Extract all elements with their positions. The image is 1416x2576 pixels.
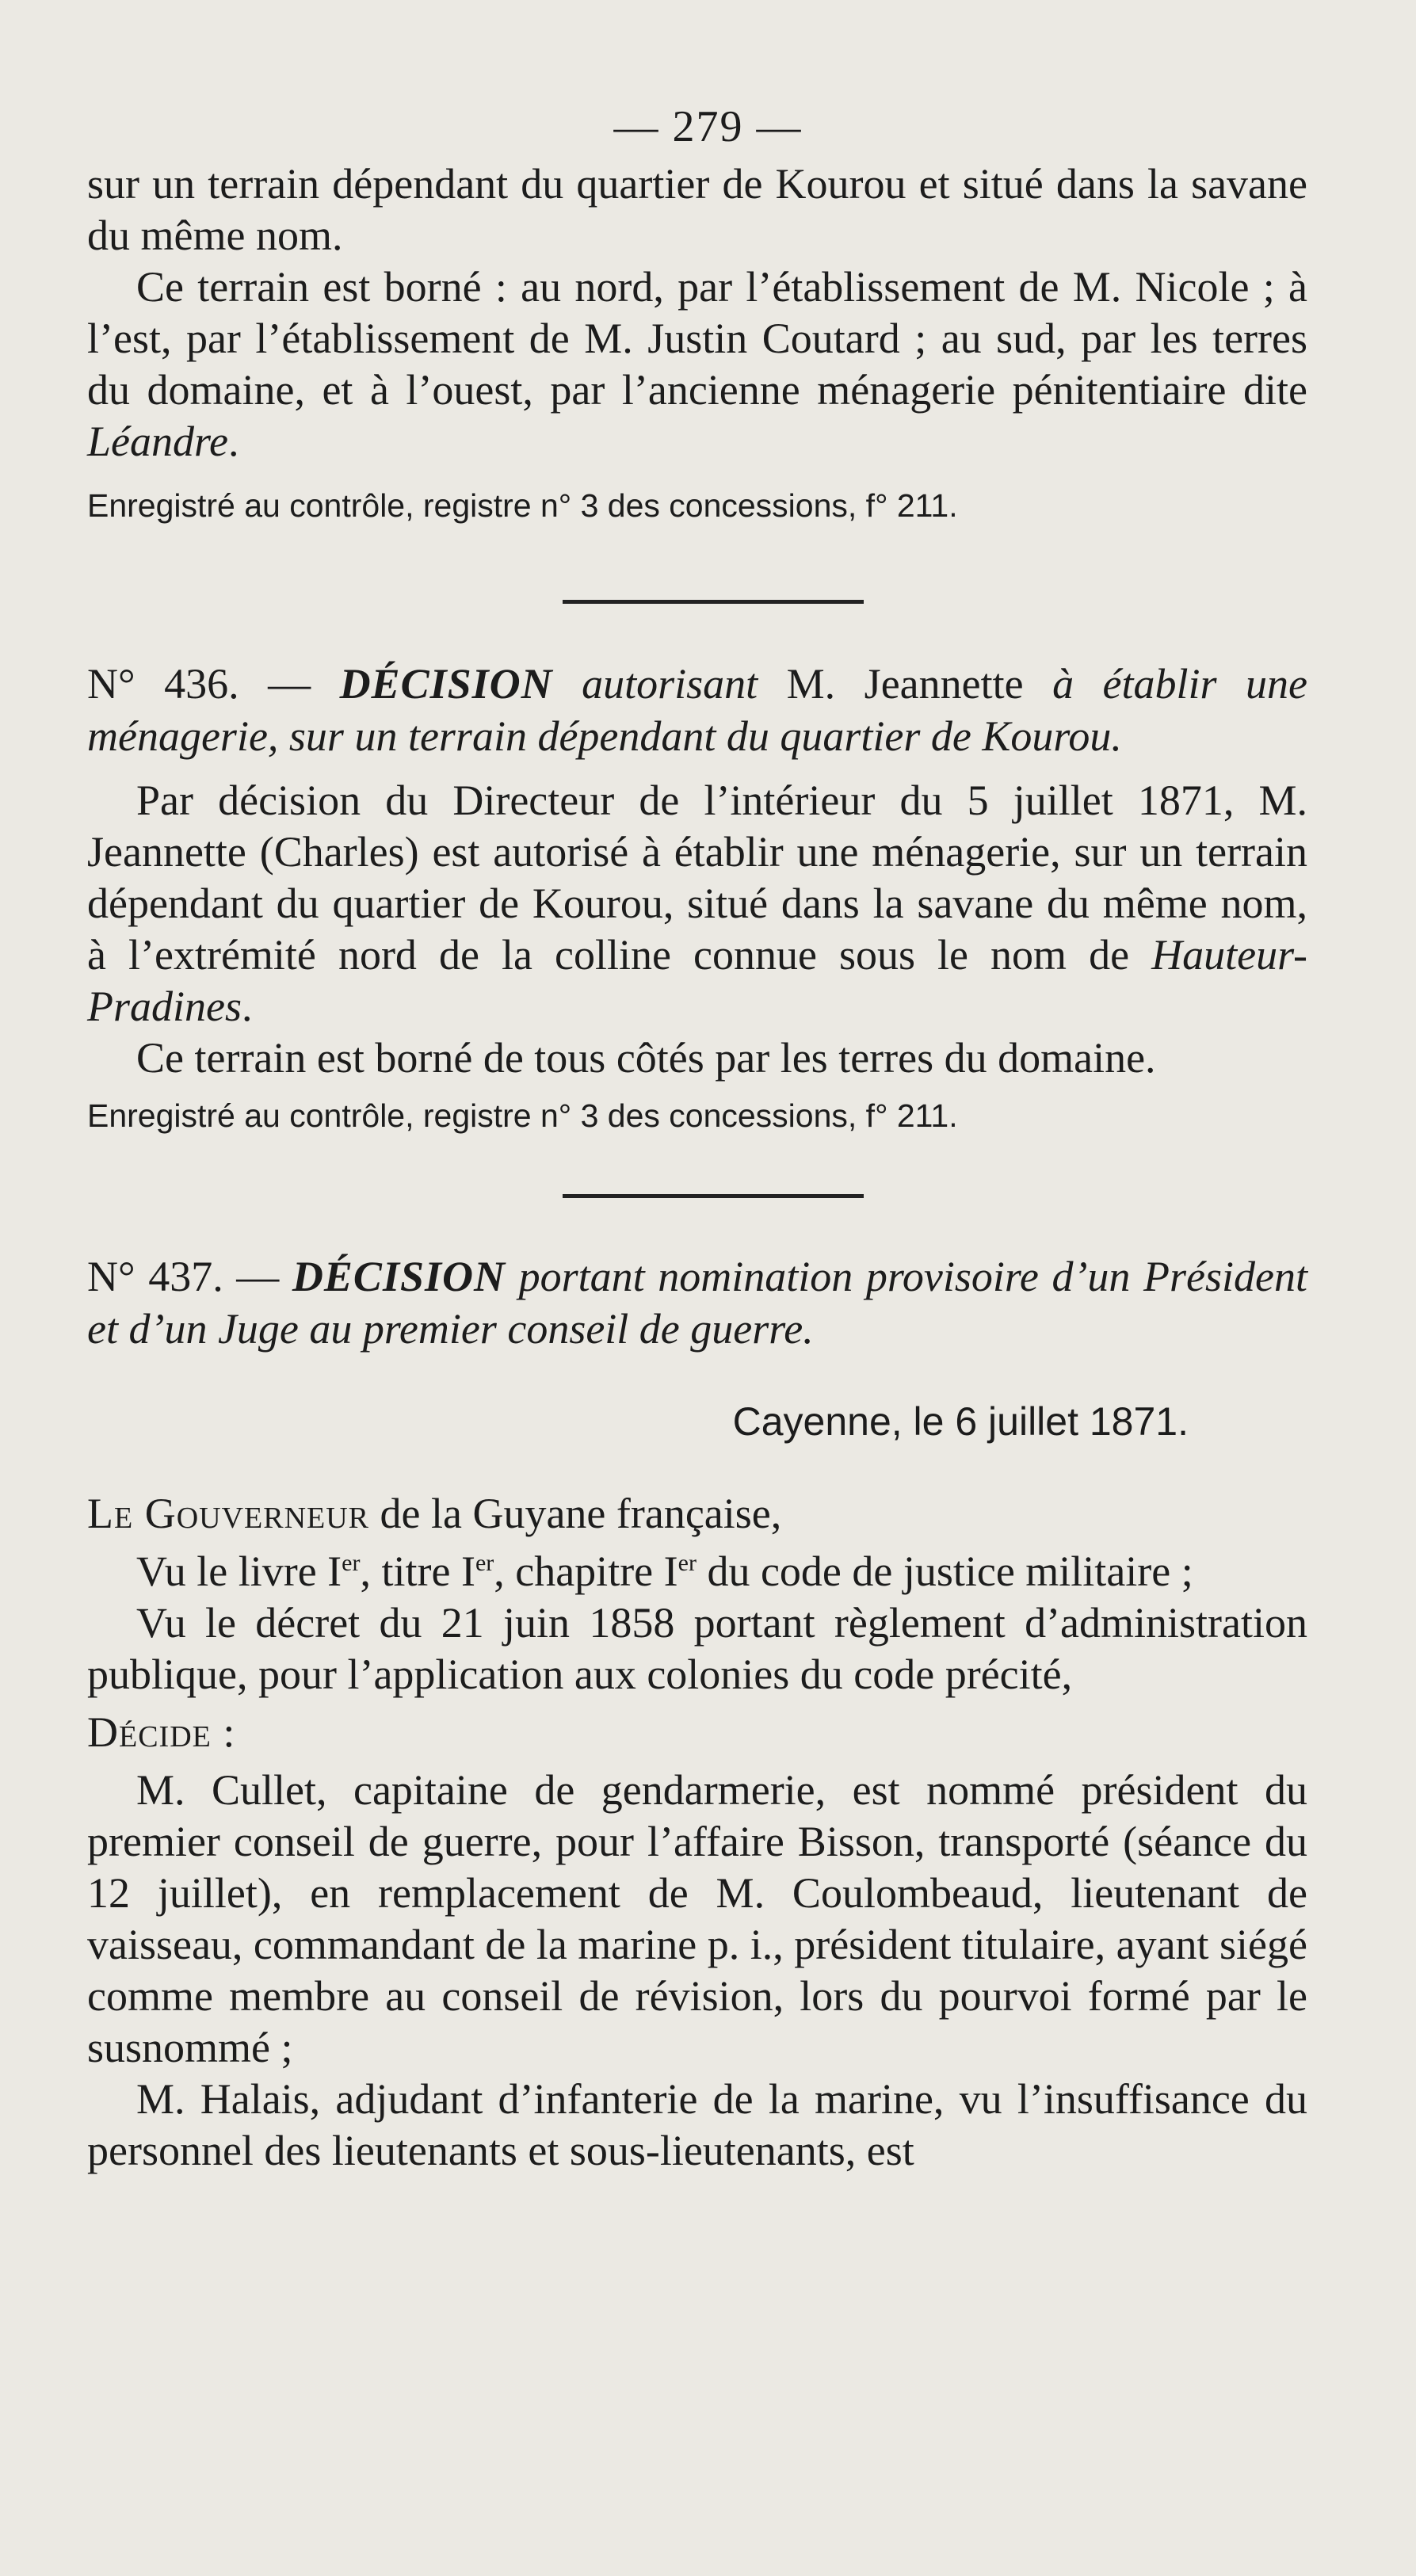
vu-1-part-c: , chapitre I bbox=[494, 1548, 678, 1595]
intro-paragraph-1: sur un terrain dépendant du quartier de Kourou et situé dans la savane du même nom. bbox=[87, 160, 1307, 259]
entry-437-date: Cayenne, le 6 juillet 1871. bbox=[732, 1399, 1189, 1444]
entry-436-title-part-2: à établir une ménagerie, sur un terrain dépendant du quartier de Kourou. bbox=[87, 660, 1308, 760]
entry-437-vu-2: Vu le décret du 21 juin 1858 portant règlement d’administration publique, pour l’application aux colonies du code précité, bbox=[87, 1599, 1307, 1698]
entry-436 bbox=[87, 658, 1307, 1138]
entry-437-governor-title: Le Gouverneur bbox=[87, 1490, 370, 1537]
entry-436-title-name: M. Jeannette bbox=[786, 660, 1024, 708]
entry-437-cullet-paragraph: M. Cullet, capitaine de gendarmerie, est nommé président du premier conseil de guerre, pour l’affaire Bisson, transporté (séance du 12 juillet), en remplacement de M. Coulombeaud, lieutenant de vaisseau, commandant de la marine p. i., président titulaire, ayant siégé comme membre au conseil de révision, lors du pourvoi formé par le susnommé ; bbox=[87, 1766, 1307, 2071]
intro-paragraph-2-italic: Léandre bbox=[87, 418, 228, 465]
vu-1-part-d: du code de justice militaire ; bbox=[696, 1548, 1193, 1595]
entry-436-decision-word: DÉCISION bbox=[339, 660, 553, 708]
intro-paragraph-2-text: Ce terrain est borné : au nord, par l’établissement de M. Nicole ; à l’est, par l’établissement de M. Justin Coutard ; au sud, par les terres du domaine, et à l’ouest, par l’ancienne ménagerie pénitentiaire dite bbox=[87, 263, 1307, 414]
entry-437-governor bbox=[87, 1488, 1307, 1540]
vu-1-part-b: , titre I bbox=[360, 1548, 475, 1595]
vu-1-sup-3: er bbox=[677, 1550, 697, 1576]
entry-436-number: N° 436. — bbox=[87, 660, 340, 708]
page-number: — 279 — bbox=[613, 102, 803, 151]
vu-1-sup-1: er bbox=[342, 1550, 361, 1576]
vu-1-sup-2: er bbox=[475, 1550, 494, 1576]
intro-paragraph-2-end: . bbox=[227, 418, 239, 465]
entry-437-governor-rest: de la Guyane française, bbox=[369, 1490, 782, 1537]
entry-437-title: portant nomination provisoire d’un Président et d’un Juge au premier conseil de guerre. bbox=[87, 1253, 1307, 1353]
intro-registration: Enregistré au contrôle, registre n° 3 des concessions, f° 211. bbox=[87, 487, 958, 524]
entry-437-decision-word: DÉCISION bbox=[292, 1253, 506, 1300]
entry-436-paragraph-1 bbox=[87, 775, 1307, 1032]
intro-paragraph-2 bbox=[87, 261, 1307, 467]
entry-436-heading bbox=[87, 658, 1307, 762]
entry-436-paragraph-1-end: . bbox=[242, 983, 253, 1030]
separator-rule bbox=[563, 600, 864, 604]
entry-436-registration: Enregistré au contrôle, registre n° 3 des concessions, f° 211. bbox=[87, 1097, 958, 1134]
entry-436-paragraph-1-italic: Hauteur-Pradines bbox=[87, 931, 1307, 1030]
entry-436-paragraph-2: Ce terrain est borné de tous côtés par les terres du domaine. bbox=[136, 1034, 1156, 1082]
vu-1-part-a: Vu le livre I bbox=[136, 1548, 342, 1595]
entry-437 bbox=[87, 1250, 1307, 2177]
entry-437-vu-1 bbox=[87, 1546, 1307, 1597]
entry-437-halais-paragraph: M. Halais, adjudant d’infanterie de la marine, vu l’insuffisance du personnel des lieutenants et sous-lieutenants, est bbox=[87, 2075, 1307, 2174]
intro-section bbox=[87, 158, 1307, 528]
entry-437-heading bbox=[87, 1250, 1307, 1355]
entry-437-decide: Décide : bbox=[87, 1708, 236, 1756]
separator-rule bbox=[563, 1194, 864, 1198]
entry-436-paragraph-1-text: Par décision du Directeur de l’intérieur du 5 juillet 1871, M. Jeannette (Charles) est autorisé à établir une ménagerie, sur un terrain dépendant du quartier de Kourou, situé dans la savane du même nom, à l’extrémité nord de la colline connue sous le nom de bbox=[87, 777, 1307, 979]
entry-436-title-part-1: autorisant bbox=[552, 660, 787, 708]
entry-437-number: N° 437. — bbox=[87, 1253, 292, 1300]
